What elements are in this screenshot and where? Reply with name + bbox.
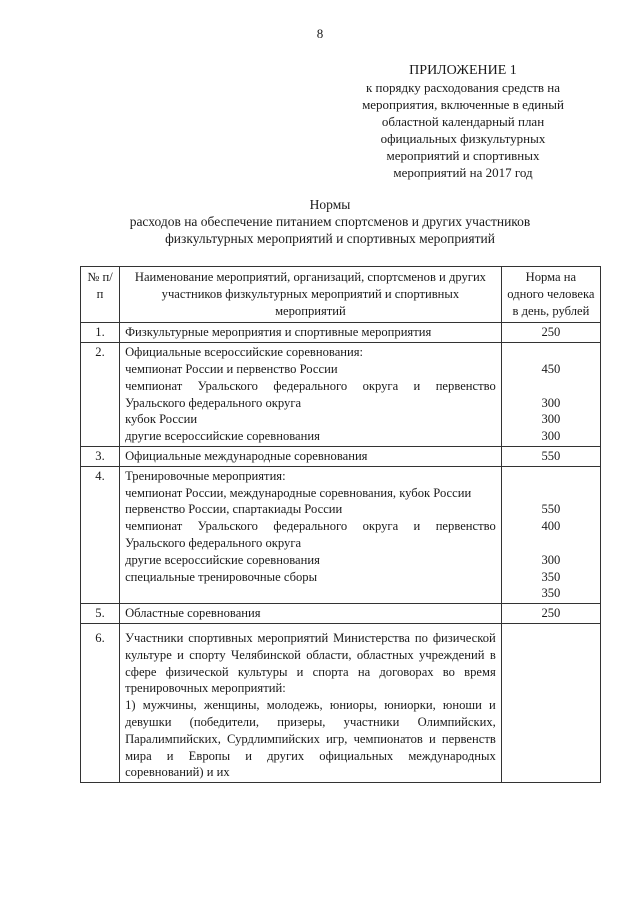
row-norm: 250 xyxy=(501,323,600,343)
row-num: 3. xyxy=(81,446,120,466)
row-name: Физкультурные мероприятия и спортивные мероприятия xyxy=(120,323,502,343)
row-item: чемпионат Уральского федерального округа и первенство Уральского федерального округа xyxy=(125,519,496,550)
appendix-line: мероприятий на 2017 год xyxy=(393,165,533,180)
row-item: чемпионат России и первенство России xyxy=(125,361,338,376)
header-name: Наименование мероприятий, организаций, спортсменов и других участников физкультурных мероприятий и спортивных мероприятий xyxy=(120,267,502,323)
row-item: первенство России, спартакиады России xyxy=(125,502,343,517)
row-name-cell xyxy=(120,466,502,603)
heading-line: физкультурных мероприятий и спортивных мероприятий xyxy=(165,231,495,246)
row-item: чемпионат России, международные соревнования, кубок России xyxy=(125,485,472,500)
header-norm: Норма на одного человека в день, рублей xyxy=(501,267,600,323)
item-norm: 350 xyxy=(541,569,561,584)
document-heading xyxy=(40,196,620,247)
table-row xyxy=(81,604,601,624)
row-item: другие всероссийские соревнования xyxy=(125,552,320,567)
row-item: кубок России xyxy=(125,412,198,427)
heading-title: Нормы xyxy=(309,197,351,212)
appendix-line: мероприятий и спортивных xyxy=(386,148,540,163)
appendix-line: к порядку расходования средств на xyxy=(365,80,561,95)
item-norm: 300 xyxy=(541,429,561,444)
page-number: 8 xyxy=(316,26,324,41)
table-header-row xyxy=(81,267,601,323)
appendix-line: мероприятия, включенные в единый xyxy=(362,97,564,112)
item-norm: 350 xyxy=(541,586,561,601)
row-num: 6. xyxy=(81,623,120,782)
table-row xyxy=(81,343,601,447)
item-norm: 450 xyxy=(541,361,561,376)
appendix-line: областной календарный план xyxy=(381,114,545,129)
table-row xyxy=(81,446,601,466)
table-row xyxy=(81,323,601,343)
row-num: 1. xyxy=(81,323,120,343)
row-name-cell xyxy=(120,343,502,447)
row-name: Тренировочные мероприятия: xyxy=(125,468,286,483)
row-num: 2. xyxy=(81,343,120,447)
table-row xyxy=(81,466,601,603)
row-norm-cell xyxy=(501,343,600,447)
row-name: Участники спортивных мероприятий Министерства по физической культуре и спорту Челябинской области, областных учреждений в сфере физической культуры и спорта на договорах во время тренировочных мероприятий: xyxy=(125,630,496,696)
norms-table xyxy=(80,266,601,783)
table-row xyxy=(81,623,601,782)
row-name: Официальные международные соревнования xyxy=(120,446,502,466)
row-subitem: 1) мужчины, женщины, молодежь, юниоры, юниорки, юноши и девушки (победители, призеры, участники Олимпийских, Паралимпийских, Сурдлимпийских игр, чемпионатов и первенств мира и Европы и других официальных международных соревнований) и их xyxy=(125,698,496,780)
row-item: чемпионат Уральского федерального округа и первенство Уральского федерального округа xyxy=(125,378,496,410)
appendix-line: официальных физкультурных xyxy=(380,131,546,146)
row-norm-cell xyxy=(501,466,600,603)
row-num: 5. xyxy=(81,604,120,624)
header-num: № п/п xyxy=(81,267,120,323)
item-norm: 300 xyxy=(541,412,561,427)
item-norm: 300 xyxy=(541,395,561,410)
heading-line: расходов на обеспечение питанием спортсменов и других участников xyxy=(129,214,531,229)
appendix-block xyxy=(318,62,608,181)
row-num: 4. xyxy=(81,466,120,603)
row-item: специальные тренировочные сборы xyxy=(125,569,318,584)
item-norm: 300 xyxy=(541,552,561,567)
appendix-title: ПРИЛОЖЕНИЕ 1 xyxy=(409,63,517,78)
item-norm: 400 xyxy=(541,519,561,534)
row-norm xyxy=(501,623,600,782)
item-norm: 550 xyxy=(541,502,561,517)
row-item: другие всероссийские соревнования xyxy=(125,429,320,444)
row-norm: 250 xyxy=(501,604,600,624)
row-name-cell xyxy=(120,623,502,782)
row-name: Областные соревнования xyxy=(120,604,502,624)
row-name: Официальные всероссийские соревнования: xyxy=(125,345,364,360)
row-norm: 550 xyxy=(501,446,600,466)
